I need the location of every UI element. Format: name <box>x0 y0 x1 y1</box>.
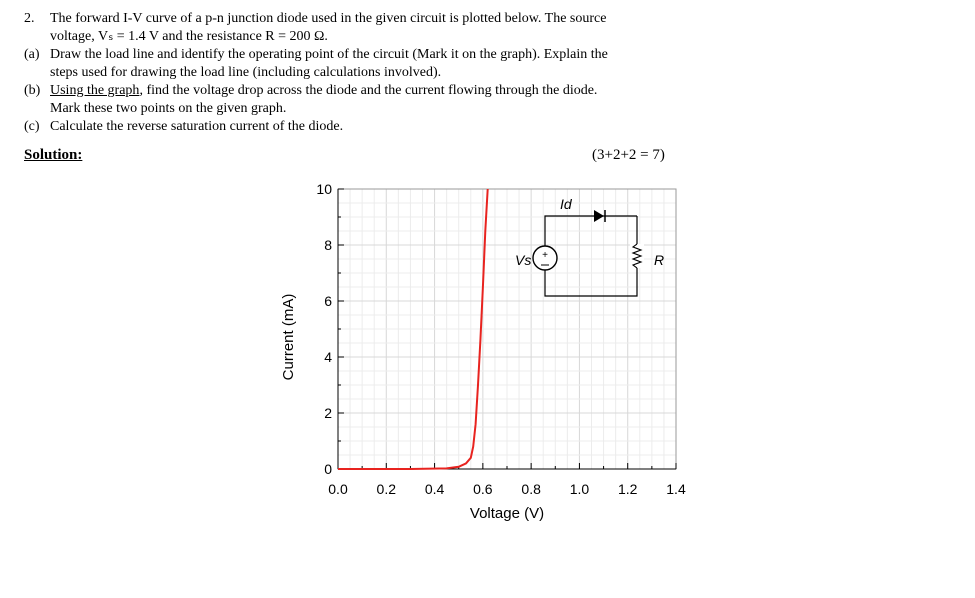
y-tick-label: 6 <box>324 293 332 309</box>
inset-circuit <box>515 196 664 296</box>
x-tick-label: 0.8 <box>521 481 541 497</box>
x-axis-label: Voltage (V) <box>469 505 545 522</box>
x-tick-label: 1.4 <box>666 481 686 497</box>
chart-grid <box>338 189 676 469</box>
x-tick-label: 0.4 <box>424 481 445 497</box>
part-b-underlined: Using the graph <box>50 83 140 98</box>
x-tick-label: 0.6 <box>473 481 493 497</box>
part-b-line1 <box>50 82 597 100</box>
part-b-line1-rest: , find the voltage drop across the diode and the current flowing through the diode. <box>139 83 598 98</box>
part-b-label: (b) <box>24 83 41 98</box>
source-label: Vs <box>515 252 532 268</box>
part-a-label: (a) <box>24 47 40 62</box>
question-intro-line1: The forward I-V curve of a p-n junction diode used in the given circuit is plotted below. The source <box>50 11 607 26</box>
source-plus-icon: + <box>542 250 548 261</box>
x-tick-label: 0.2 <box>376 481 397 497</box>
part-a-line1: Draw the load line and identify the operating point of the circuit (Mark it on the graph). Explain the <box>50 47 608 62</box>
part-c-line1: Calculate the reverse saturation current of the diode. <box>50 119 344 134</box>
solution-label: Solution: <box>24 147 83 163</box>
question-number: 2. <box>24 11 35 26</box>
part-b-line2: Mark these two points on the given graph. <box>50 101 287 116</box>
iv-chart <box>260 172 700 532</box>
current-label: Id <box>560 196 572 212</box>
y-axis-label: Current (mA) <box>280 293 297 381</box>
resistor-label: R <box>654 252 665 268</box>
chart-ticks <box>316 181 686 497</box>
x-tick-label: 0.0 <box>328 481 348 497</box>
marks-label: (3+2+2 = 7) <box>592 147 665 163</box>
x-tick-label: 1.0 <box>569 481 590 497</box>
y-tick-label: 8 <box>324 237 332 253</box>
x-tick-label: 1.2 <box>617 481 638 497</box>
y-tick-label: 2 <box>324 405 332 421</box>
part-a-line2: steps used for drawing the load line (including calculations involved). <box>50 65 442 80</box>
question-intro-line2: voltage, Vₛ = 1.4 V and the resistance R = 200 Ω. <box>50 29 328 44</box>
diode-icon <box>594 210 604 222</box>
y-tick-label: 4 <box>324 349 332 365</box>
part-c-label: (c) <box>24 119 40 134</box>
y-tick-label: 10 <box>316 181 332 197</box>
y-tick-label: 0 <box>324 461 332 477</box>
